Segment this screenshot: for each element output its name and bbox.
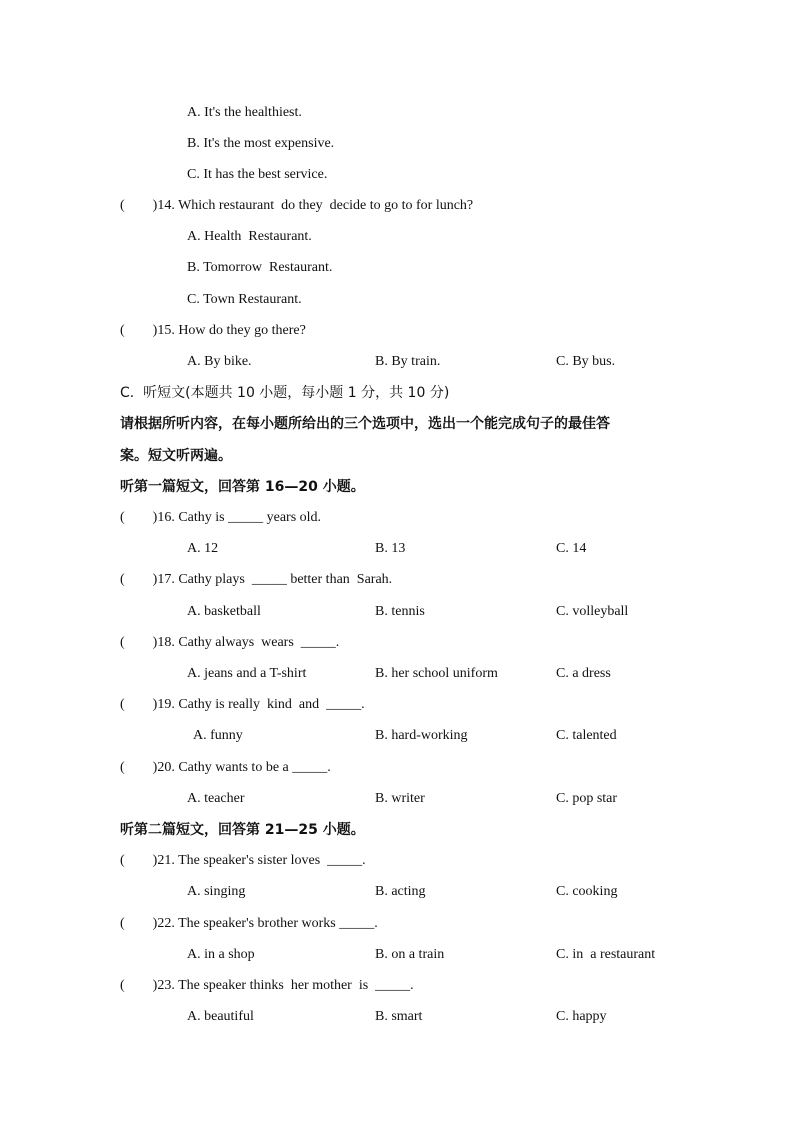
q22-option-a: A. in a shop [187, 947, 255, 962]
q20-option-c: C. pop star [556, 791, 618, 806]
q18-option-c: C. a dress [556, 666, 611, 681]
q18-option-a: A. jeans and a T-shirt [187, 666, 307, 681]
q15-option-b: B. By train. [375, 354, 441, 369]
q15-stem: ( )15. How do they go there? [120, 323, 306, 338]
q19-stem: ( )19. Cathy is really kind and _____. [120, 697, 365, 712]
q20-option-b: B. writer [375, 791, 425, 806]
q21-stem: ( )21. The speaker's sister loves _____. [120, 853, 366, 868]
q15-option-a: A. By bike. [187, 354, 252, 369]
q20-option-a: A. teacher [187, 791, 245, 806]
q18-stem: ( )18. Cathy always wears _____. [120, 635, 340, 650]
q22-stem: ( )22. The speaker's brother works _____. [120, 916, 378, 931]
q23-option-b: B. smart [375, 1009, 423, 1024]
q16-option-c: C. 14 [556, 541, 587, 556]
q16-option-a: A. 12 [187, 541, 219, 556]
q16-option-b: B. 13 [375, 541, 406, 556]
q17-stem: ( )17. Cathy plays _____ better than Sarah. [120, 572, 393, 587]
q17-option-a: A. basketball [187, 604, 261, 619]
q23-option-c: C. happy [556, 1009, 607, 1024]
q14-option-c: C. Town Restaurant. [187, 292, 302, 307]
q22-option-b: B. on a train [375, 947, 445, 962]
passage2-heading: 听第二篇短文，回答第 21—25 小题。 [120, 822, 365, 838]
q13-option-b: B. It's the most expensive. [187, 136, 335, 151]
q23-option-a: A. beautiful [187, 1009, 254, 1024]
q21-option-a: A. singing [187, 884, 246, 899]
section-c-instruction-line2: 案。短文听两遍。 [120, 448, 232, 464]
section-c-instruction-line1: 请根据所听内容，在每小题所给出的三个选项中，选出一个能完成句子的最佳答 [120, 416, 610, 432]
q18-option-b: B. her school uniform [375, 666, 498, 681]
q21-option-b: B. acting [375, 884, 426, 899]
passage1-heading: 听第一篇短文，回答第 16—20 小题。 [120, 479, 365, 495]
q20-stem: ( )20. Cathy wants to be a _____. [120, 760, 331, 775]
q14-option-b: B. Tomorrow Restaurant. [187, 260, 333, 275]
q22-option-c: C. in a restaurant [556, 947, 656, 962]
q17-option-c: C. volleyball [556, 604, 629, 619]
q19-option-c: C. talented [556, 728, 617, 743]
q19-option-a: A. funny [193, 728, 243, 743]
q19-option-b: B. hard-working [375, 728, 468, 743]
q14-stem: ( )14. Which restaurant do they decide to go to for lunch? [120, 198, 474, 213]
q13-option-a: A. It's the healthiest. [187, 105, 302, 120]
q17-option-b: B. tennis [375, 604, 425, 619]
section-c-title: C. 听短文(本题共 10 小题，每小题 1 分，共 10 分) [120, 385, 450, 401]
q21-option-c: C. cooking [556, 884, 618, 899]
q14-option-a: A. Health Restaurant. [187, 229, 312, 244]
q15-option-c: C. By bus. [556, 354, 616, 369]
q23-stem: ( )23. The speaker thinks her mother is _____. [120, 978, 414, 993]
q13-option-c: C. It has the best service. [187, 167, 328, 182]
q16-stem: ( )16. Cathy is _____ years old. [120, 510, 322, 525]
